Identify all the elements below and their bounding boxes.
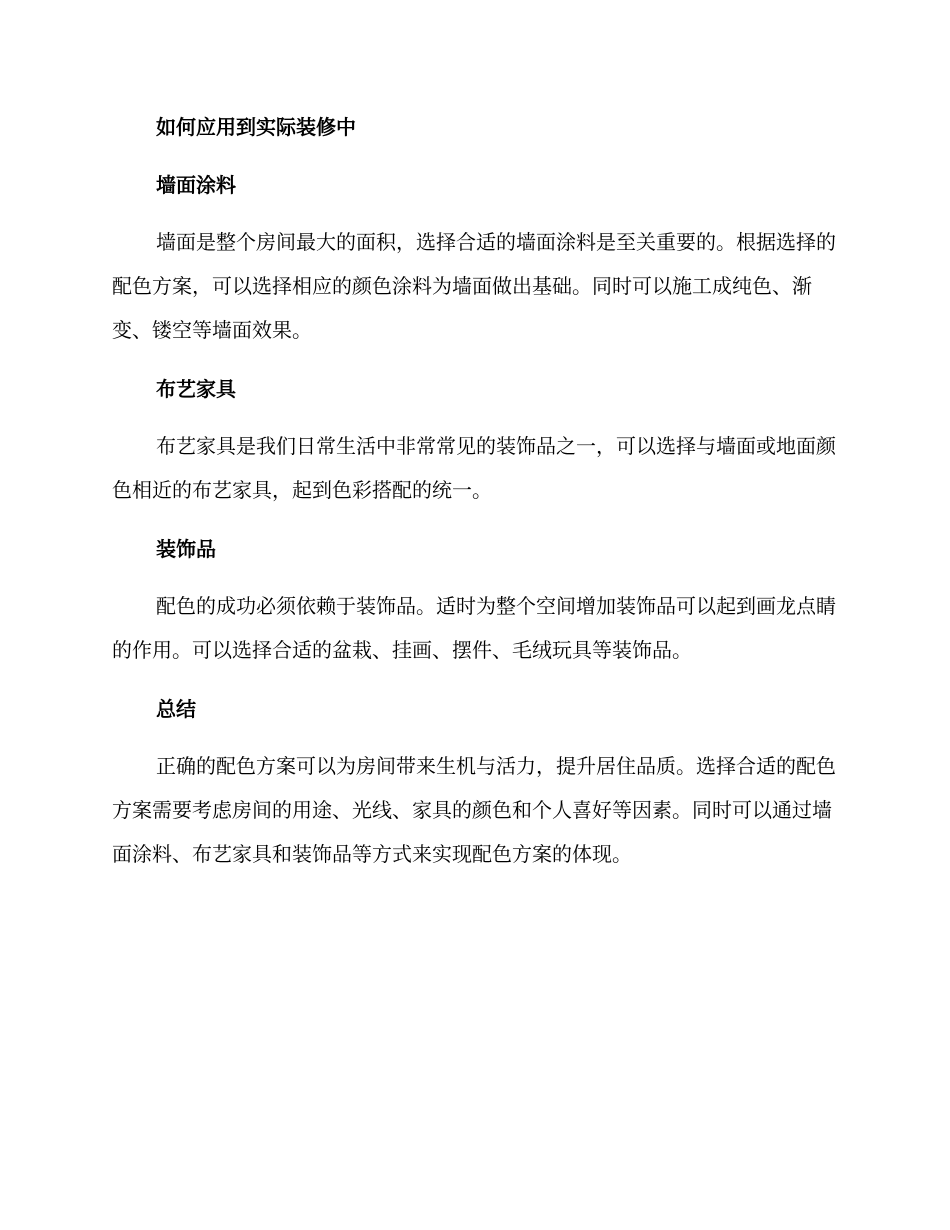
- section-body-wall-paint: 墙面是整个房间最大的面积，选择合适的墙面涂料是至关重要的。根据选择的配色方案，可以选择相应的颜色涂料为墙面做出基础。同时可以施工成纯色、渐变、镂空等墙面效果。: [112, 230, 836, 342]
- section-fabric-furniture: [112, 374, 838, 512]
- section-heading-fabric-furniture: 布艺家具: [156, 377, 236, 401]
- section-summary: [112, 694, 838, 876]
- section-decorations: [112, 534, 838, 672]
- section-heading-summary: 总结: [156, 697, 196, 721]
- section-body-decorations: 配色的成功必须依赖于装饰品。适时为整个空间增加装饰品可以起到画龙点睛的作用。可以选择合适的盆栽、挂画、摆件、毛绒玩具等装饰品。: [112, 594, 836, 662]
- section-heading-wall-paint: 墙面涂料: [156, 173, 236, 197]
- section-body-fabric-furniture: 布艺家具是我们日常生活中非常常见的装饰品之一，可以选择与墙面或地面颜色相近的布艺家具，起到色彩搭配的统一。: [112, 434, 836, 502]
- section-body-summary: 正确的配色方案可以为房间带来生机与活力，提升居住品质。选择合适的配色方案需要考虑房间的用途、光线、家具的颜色和个人喜好等因素。同时可以通过墙面涂料、布艺家具和装饰品等方式来实现配色方案的体现。: [112, 754, 836, 866]
- section-wall-paint: [112, 170, 838, 352]
- section-heading-decorations: 装饰品: [156, 537, 216, 561]
- document-title: 如何应用到实际装修中: [156, 115, 356, 139]
